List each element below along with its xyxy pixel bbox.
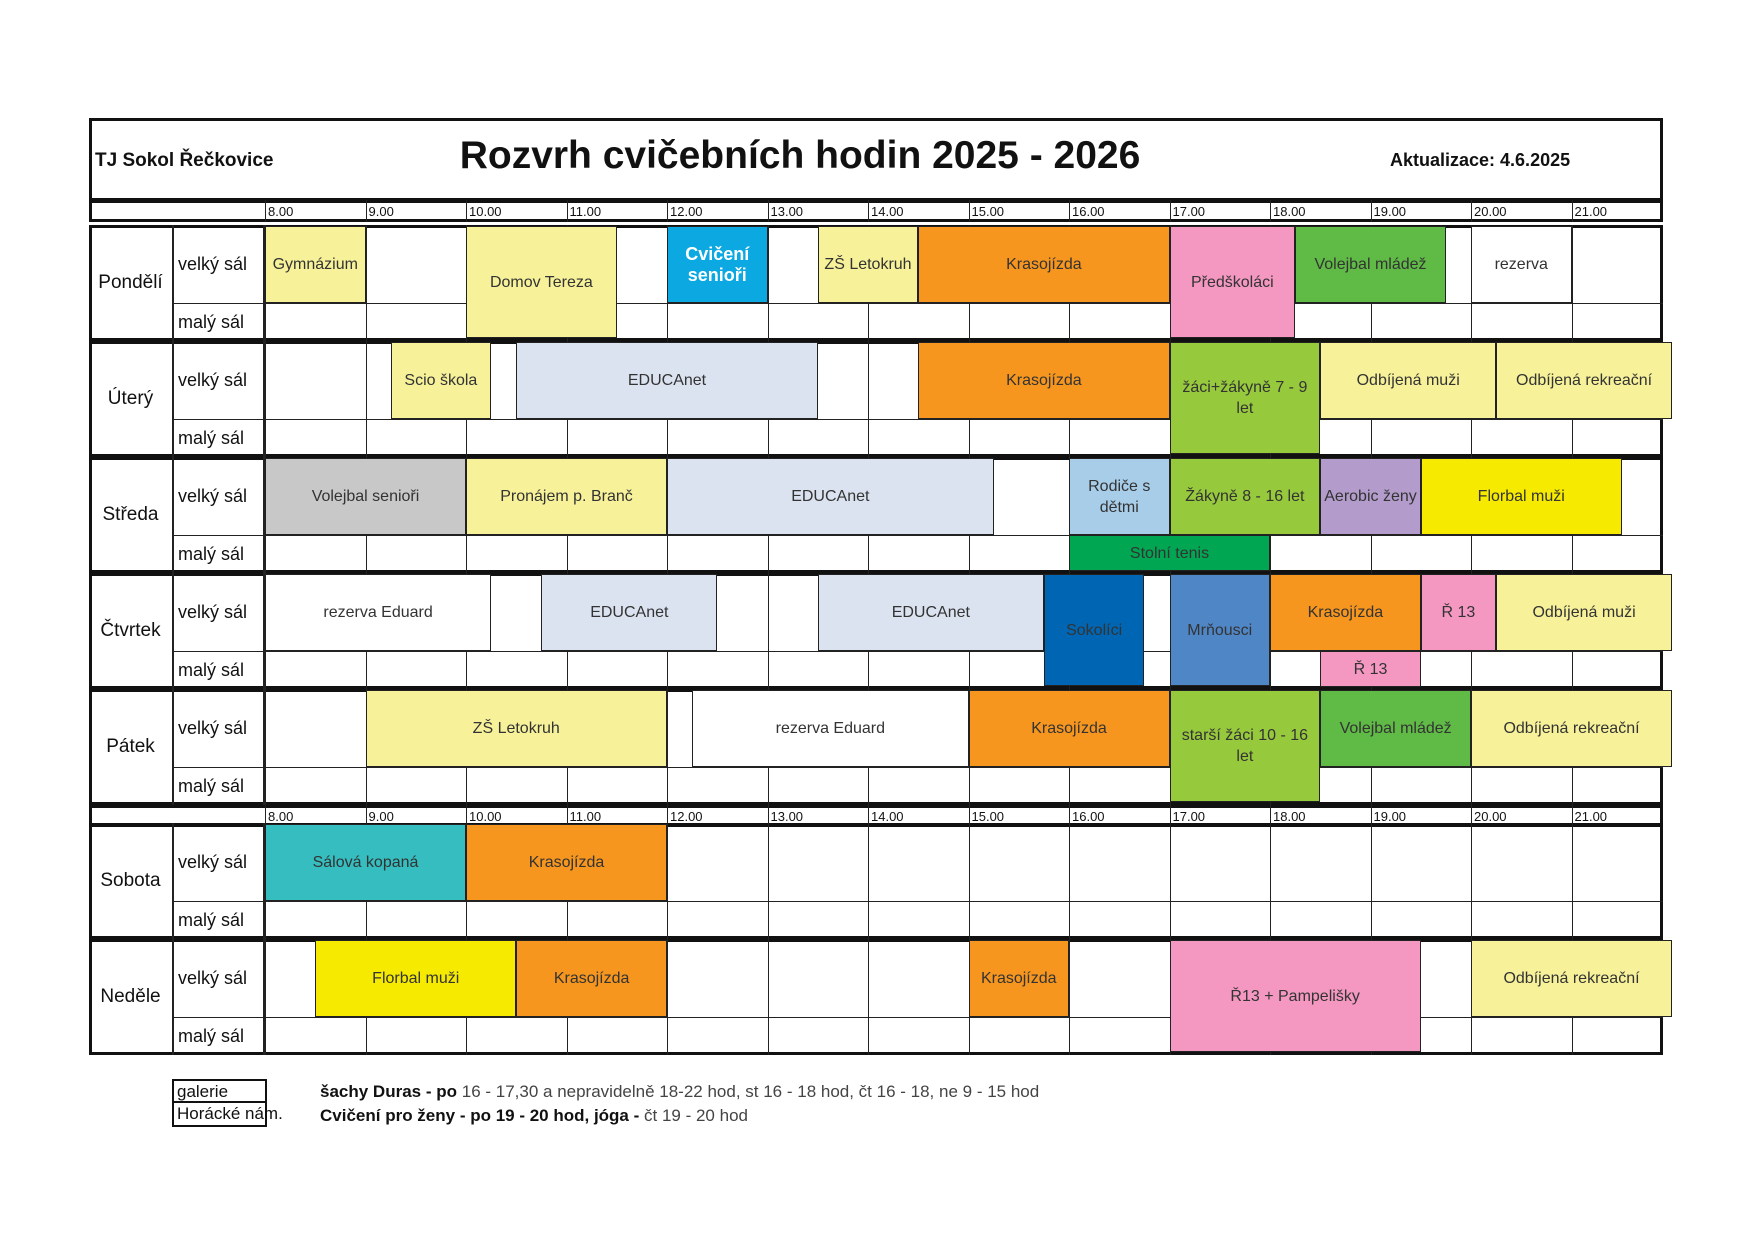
activity-block: Sokolíci — [1044, 574, 1145, 686]
hour-line — [1572, 823, 1573, 939]
footer-room-galerie-label: galerie — [177, 1082, 229, 1101]
time-label: 11.00 — [569, 809, 602, 824]
time-strip-tick — [969, 200, 970, 222]
activity-block: Gymnázium — [265, 226, 366, 303]
activity-block: Ř 13 — [1421, 574, 1496, 651]
activity-block: EDUCAnet — [667, 458, 994, 535]
hour-line — [1069, 823, 1070, 939]
activity-block: žáci+žákyně 7 - 9 let — [1170, 342, 1321, 454]
time-strip-tick — [1471, 200, 1472, 222]
hour-line — [969, 823, 970, 939]
activity-block: Mrňousci — [1170, 574, 1271, 686]
time-label: 21.00 — [1574, 204, 1608, 219]
hour-line — [868, 939, 869, 1055]
activity-block: Předškoláci — [1170, 226, 1296, 338]
activity-block: Odbíjená rekreační — [1471, 940, 1672, 1017]
day-name: Úterý — [107, 388, 154, 409]
time-label: 12.00 — [670, 809, 703, 824]
activity-block: Volejbal mládež — [1295, 226, 1446, 303]
time-strip-tick — [1572, 200, 1573, 222]
footer-line-1-bold: šachy Duras - po — [320, 1082, 457, 1101]
hour-line — [1371, 823, 1372, 939]
time-label: 17.00 — [1172, 809, 1206, 824]
hour-line — [1170, 823, 1171, 939]
room-row-divider — [172, 419, 1663, 420]
day-name: Středa — [102, 504, 159, 525]
hour-line — [1270, 823, 1271, 939]
time-label: 8.00 — [268, 809, 294, 824]
hour-line — [768, 573, 769, 689]
footer-line-1 — [320, 1082, 1039, 1102]
activity-block: Žákyně 8 - 16 let — [1170, 458, 1321, 535]
room-label-small: malý sál — [178, 1025, 245, 1046]
time-label: 12.00 — [670, 204, 703, 219]
club-name: TJ Sokol Řečkovice — [95, 150, 274, 171]
day-name: Pátek — [106, 736, 155, 757]
activity-block: Sálová kopaná — [265, 824, 466, 901]
activity-block: Krasojízda — [918, 342, 1169, 419]
activity-block: ZŠ Letokruh — [366, 690, 668, 767]
activity-block: Krasojízda — [969, 690, 1170, 767]
footer-line-2-rest: čt 19 - 20 hod — [644, 1106, 748, 1125]
hour-line — [1069, 939, 1070, 1055]
hour-line — [1572, 225, 1573, 341]
time-strip-tick — [265, 200, 266, 222]
activity-block: Odbíjená muži — [1496, 574, 1672, 651]
time-label: 9.00 — [368, 204, 394, 219]
activity-block: Scio škola — [391, 342, 492, 419]
room-label-small: malý sál — [178, 775, 245, 796]
time-label: 10.00 — [469, 204, 502, 219]
activity-block: Florbal muži — [1421, 458, 1622, 535]
time-label: 19.00 — [1373, 809, 1407, 824]
hour-line — [768, 939, 769, 1055]
activity-block: rezerva — [1471, 226, 1572, 303]
room-label-small: malý sál — [178, 543, 245, 564]
footer-line-2-bold: Cvičení pro ženy - po 19 - 20 hod, jóga - — [320, 1106, 640, 1125]
time-strip-tick — [667, 200, 668, 222]
activity-block: Florbal muži — [315, 940, 516, 1017]
hour-line — [768, 823, 769, 939]
activity-block: Volejbal mládež — [1320, 690, 1471, 767]
hour-line — [1471, 823, 1472, 939]
time-label: 8.00 — [268, 204, 294, 219]
activity-block: Krasojízda — [969, 940, 1070, 1017]
activity-block: Krasojízda — [466, 824, 667, 901]
activity-block: Rodiče s dětmi — [1069, 458, 1170, 535]
day-name: Sobota — [100, 870, 161, 891]
room-row-divider — [172, 901, 1663, 902]
page-title: Rozvrh cvičebních hodin 2025 - 2026 — [459, 134, 1141, 177]
time-label: 13.00 — [770, 809, 804, 824]
activity-block: Krasojízda — [1270, 574, 1421, 651]
room-label-small: malý sál — [178, 427, 245, 448]
room-label-small: malý sál — [178, 659, 245, 680]
time-label: 16.00 — [1072, 204, 1105, 219]
activity-block: Volejbal senioři — [265, 458, 466, 535]
time-strip-tick — [466, 200, 467, 222]
time-strip-tick — [567, 200, 568, 222]
activity-block: Aerobic ženy — [1320, 458, 1421, 535]
time-label: 13.00 — [770, 204, 804, 219]
activity-block-small: Stolní tenis — [1069, 535, 1270, 571]
room-row-divider — [172, 303, 1663, 304]
room-label-big: velký sál — [178, 253, 248, 274]
activity-block: Cvičení senioři — [667, 226, 768, 303]
activity-block: EDUCAnet — [541, 574, 717, 651]
time-label: 20.00 — [1474, 204, 1507, 219]
time-strip-tick — [768, 200, 769, 222]
time-label: 11.00 — [569, 204, 602, 219]
activity-block: starší žáci 10 - 16 let — [1170, 690, 1321, 802]
room-label-big: velký sál — [178, 967, 248, 988]
activity-block: Domov Tereza — [466, 226, 617, 338]
room-label-small: malý sál — [178, 311, 245, 332]
activity-block: Pronájem p. Branč — [466, 458, 667, 535]
room-label-big: velký sál — [178, 717, 248, 738]
hour-line — [667, 689, 668, 805]
day-name: Pondělí — [98, 272, 163, 293]
room-row-divider — [172, 767, 1663, 768]
footer-room-horacke-label: Horácké nám. — [177, 1104, 283, 1123]
room-label-big: velký sál — [178, 851, 248, 872]
time-label: 16.00 — [1072, 809, 1105, 824]
hour-line — [768, 225, 769, 341]
activity-block: Odbíjená rekreační — [1496, 342, 1672, 419]
footer-line-2 — [320, 1106, 748, 1126]
activity-block: Krasojízda — [516, 940, 667, 1017]
activity-block: rezerva Eduard — [265, 574, 491, 651]
activity-block: Odbíjená muži — [1320, 342, 1496, 419]
hour-line — [868, 341, 869, 457]
time-strip-tick — [1371, 200, 1372, 222]
activity-block: rezerva Eduard — [692, 690, 968, 767]
room-row-divider — [172, 651, 1663, 652]
footer-room-horacke — [172, 1103, 283, 1127]
footer-room-galerie — [172, 1079, 267, 1103]
time-strip-tick — [1170, 200, 1171, 222]
activity-block: Odbíjená rekreační — [1471, 690, 1672, 767]
time-label: 15.00 — [971, 204, 1005, 219]
time-label: 17.00 — [1172, 204, 1206, 219]
time-label: 14.00 — [871, 204, 904, 219]
day-name: Neděle — [100, 986, 161, 1007]
time-label: 20.00 — [1474, 809, 1507, 824]
time-label: 18.00 — [1273, 809, 1306, 824]
time-label: 15.00 — [971, 809, 1005, 824]
hour-line — [868, 823, 869, 939]
update-date: Aktualizace: 4.6.2025 — [1390, 150, 1571, 170]
activity-block: ZŠ Letokruh — [818, 226, 919, 303]
activity-block-small: Ř 13 — [1320, 651, 1421, 687]
room-label-small: malý sál — [178, 909, 245, 930]
activity-block: EDUCAnet — [818, 574, 1044, 651]
room-label-big: velký sál — [178, 601, 248, 622]
hour-line — [667, 823, 668, 939]
time-label: 14.00 — [871, 809, 904, 824]
time-strip-tick — [366, 200, 367, 222]
day-name: Čtvrtek — [100, 620, 161, 641]
room-label-big: velký sál — [178, 485, 248, 506]
time-label: 18.00 — [1273, 204, 1306, 219]
time-strip-tick — [1270, 200, 1271, 222]
hour-line — [366, 225, 367, 341]
hour-line — [667, 939, 668, 1055]
room-row-divider — [172, 1017, 1663, 1018]
time-label: 10.00 — [469, 809, 502, 824]
activity-block: Ř13 + Pampelišky — [1170, 940, 1421, 1052]
activity-block: Krasojízda — [918, 226, 1169, 303]
footer-line-1-rest: 16 - 17,30 a nepravidelně 18-22 hod, st 16 - 18 hod, čt 16 - 18, ne 9 - 15 hod — [461, 1082, 1040, 1101]
room-row-divider — [172, 535, 1663, 536]
time-label: 19.00 — [1373, 204, 1407, 219]
room-label-big: velký sál — [178, 369, 248, 390]
time-label: 21.00 — [1574, 809, 1608, 824]
hour-line — [366, 341, 367, 457]
activity-block: EDUCAnet — [516, 342, 818, 419]
time-strip-tick — [868, 200, 869, 222]
time-strip-tick — [1069, 200, 1070, 222]
time-label: 9.00 — [368, 809, 394, 824]
